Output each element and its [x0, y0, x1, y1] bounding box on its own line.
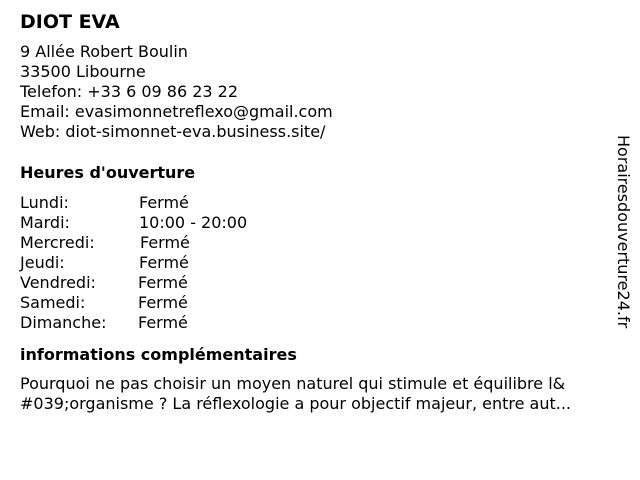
day-label: Vendredi: [20, 273, 96, 292]
hours-value: Fermé [138, 293, 188, 312]
info-line-1: Pourquoi ne pas choisir un moyen naturel qui stimule et équilibre l& [20, 374, 566, 393]
business-card [20, 10, 620, 414]
hours-row-jeudi [20, 253, 620, 273]
business-name: DIOT EVA [20, 11, 120, 33]
hours-value: 10:00 - 20:00 [139, 213, 248, 232]
website-line[interactable]: Web: diot-simonnet-eva.business.site/ [20, 122, 326, 141]
hours-value: Fermé [140, 233, 190, 252]
additional-info-text [20, 374, 630, 414]
hours-row-vendredi [20, 273, 620, 293]
day-label: Mercredi: [20, 233, 95, 252]
hours-value: Fermé [138, 313, 188, 332]
hours-row-samedi [20, 293, 620, 313]
phone-line[interactable]: Telefon: +33 6 09 86 23 22 [20, 82, 239, 101]
hours-row-mercredi [20, 233, 620, 253]
info-line-2: #039;organisme ? La réflexologie a pour objectif majeur, entre aut... [20, 394, 572, 413]
day-label: Samedi: [20, 293, 86, 312]
address-street: 9 Allée Robert Boulin [20, 42, 188, 61]
hours-row-dimanche [20, 313, 620, 333]
hours-row-mardi [20, 213, 620, 233]
hours-value: Fermé [139, 253, 189, 272]
day-label: Dimanche: [20, 313, 107, 332]
opening-hours-table [20, 193, 620, 333]
day-label: Jeudi: [20, 253, 65, 272]
address-city: 33500 Libourne [20, 62, 146, 81]
opening-hours-title: Heures d'ouverture [20, 163, 196, 182]
email-line[interactable]: Email: evasimonnetreflexo@gmail.com [20, 102, 333, 121]
day-label: Lundi: [20, 193, 69, 212]
hours-value: Fermé [138, 273, 188, 292]
additional-info-title: informations complémentaires [20, 345, 297, 364]
day-label: Mardi: [20, 213, 70, 232]
site-watermark: Horairesdouverture24.fr [614, 135, 633, 329]
hours-value: Fermé [139, 193, 189, 212]
hours-row-lundi [20, 193, 620, 213]
